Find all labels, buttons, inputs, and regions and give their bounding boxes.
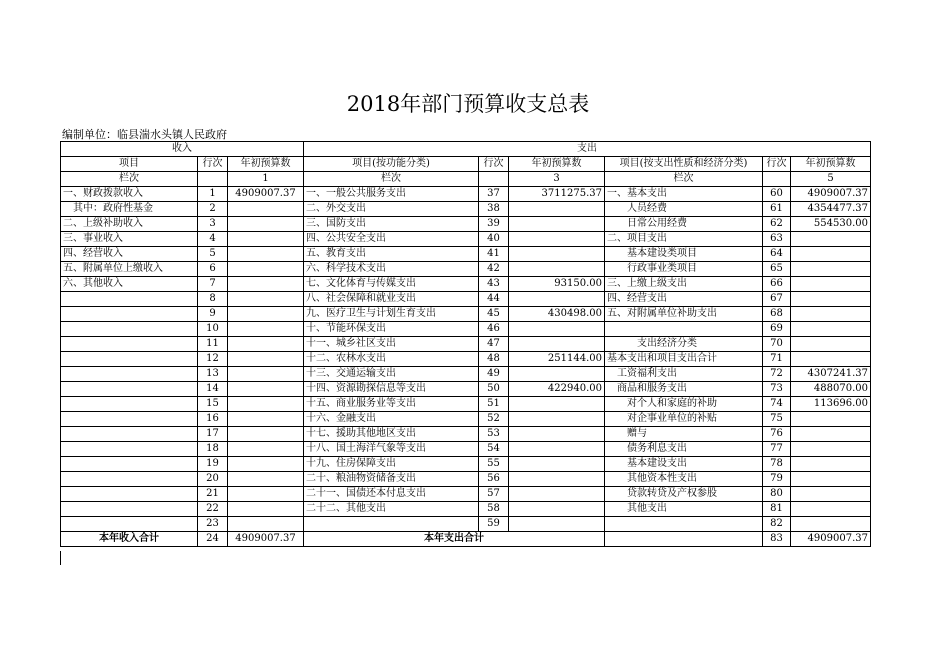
expense-econ-item: 基本支出和项目支出合计 — [605, 352, 763, 367]
expense-func-item: 九、医疗卫生与计划生育支出 — [304, 307, 479, 322]
expense-econ-item: 支出经济分类 — [605, 337, 763, 352]
expense-econ-item: 对企事业单位的补贴 — [605, 412, 763, 427]
income-rownum: 21 — [198, 487, 228, 502]
expense-econ-rownum: 61 — [763, 202, 791, 217]
expense-econ-budget: 4307241.37 — [791, 367, 871, 382]
col-rownum: 行次 — [479, 157, 509, 172]
income-item — [61, 457, 198, 472]
expense-func-item: 十六、金融支出 — [304, 412, 479, 427]
expense-func-rownum: 44 — [479, 292, 509, 307]
income-item: 五、附属单位上缴收入 — [61, 262, 198, 277]
expense-func-rownum: 41 — [479, 247, 509, 262]
table-row — [61, 322, 871, 337]
expense-econ-item — [605, 517, 763, 532]
income-rownum: 15 — [198, 397, 228, 412]
income-budget — [228, 427, 304, 442]
table-row — [61, 217, 871, 232]
col-budget: 年初预算数 — [228, 157, 304, 172]
income-item — [61, 427, 198, 442]
income-rownum: 13 — [198, 367, 228, 382]
income-item: 其中：政府性基金 — [61, 202, 198, 217]
expense-econ-budget — [791, 517, 871, 532]
income-budget — [228, 472, 304, 487]
expense-func-budget: 422940.00 — [509, 382, 605, 397]
expense-header: 支出 — [304, 142, 871, 157]
expense-func-budget — [509, 457, 605, 472]
income-rownum: 18 — [198, 442, 228, 457]
table-row — [61, 202, 871, 217]
expense-econ-rownum: 71 — [763, 352, 791, 367]
table-row — [61, 457, 871, 472]
expense-econ-item: 基本建设类项目 — [605, 247, 763, 262]
expense-func-budget — [509, 262, 605, 277]
expense-func-rownum: 40 — [479, 232, 509, 247]
expense-econ-budget — [791, 487, 871, 502]
income-item — [61, 472, 198, 487]
income-budget: 4909007.37 — [228, 187, 304, 202]
col-rownum: 行次 — [198, 157, 228, 172]
income-budget — [228, 337, 304, 352]
expense-func-item: 五、教育支出 — [304, 247, 479, 262]
expense-econ-item: 工资福利支出 — [605, 367, 763, 382]
expense-func-rownum: 47 — [479, 337, 509, 352]
expense-econ-item: 赠与 — [605, 427, 763, 442]
expense-econ-budget — [791, 322, 871, 337]
income-item — [61, 517, 198, 532]
expense-econ-budget: 4354477.37 — [791, 202, 871, 217]
expense-econ-rownum: 79 — [763, 472, 791, 487]
expense-func-rownum: 53 — [479, 427, 509, 442]
table-row — [61, 187, 871, 202]
expense-econ-budget — [791, 442, 871, 457]
expense-econ-rownum: 80 — [763, 487, 791, 502]
income-item — [61, 337, 198, 352]
income-item: 三、事业收入 — [61, 232, 198, 247]
income-rownum: 17 — [198, 427, 228, 442]
expense-func-budget: 3711275.37 — [509, 187, 605, 202]
table-row — [61, 352, 871, 367]
expense-econ-rownum: 69 — [763, 322, 791, 337]
col-budget: 年初预算数 — [509, 157, 605, 172]
expense-func-item: 十九、住房保障支出 — [304, 457, 479, 472]
income-item — [61, 487, 198, 502]
col-index-3: 3 — [509, 172, 605, 187]
expense-func-item: 十二、农林水支出 — [304, 352, 479, 367]
col-index-5: 5 — [791, 172, 871, 187]
income-rownum: 23 — [198, 517, 228, 532]
expense-econ-rownum: 67 — [763, 292, 791, 307]
expense-func-budget: 93150.00 — [509, 277, 605, 292]
income-item — [61, 307, 198, 322]
expense-econ-budget — [791, 247, 871, 262]
expense-econ-budget — [791, 292, 871, 307]
lanci-label: 栏次 — [61, 172, 198, 187]
income-item — [61, 412, 198, 427]
table-row — [61, 397, 871, 412]
expense-func-budget — [509, 487, 605, 502]
expense-func-budget — [509, 472, 605, 487]
expense-func-item: 十三、交通运输支出 — [304, 367, 479, 382]
income-budget — [228, 367, 304, 382]
col-item-func: 项目(按功能分类) — [304, 157, 479, 172]
expense-econ-rownum: 63 — [763, 232, 791, 247]
expense-func-rownum: 49 — [479, 367, 509, 382]
expense-econ-item: 日常公用经费 — [605, 217, 763, 232]
expense-func-item: 十、节能环保支出 — [304, 322, 479, 337]
expense-func-item: 二十二、其他支出 — [304, 502, 479, 517]
table-row — [61, 472, 871, 487]
income-budget — [228, 247, 304, 262]
income-budget — [228, 307, 304, 322]
expense-econ-budget — [791, 472, 871, 487]
income-rownum: 19 — [198, 457, 228, 472]
expense-func-budget: 251144.00 — [509, 352, 605, 367]
expense-econ-budget — [791, 232, 871, 247]
expense-econ-rownum: 64 — [763, 247, 791, 262]
expense-econ-item: 三、上缴上级支出 — [605, 277, 763, 292]
expense-func-rownum: 42 — [479, 262, 509, 277]
expense-func-item: 四、公共安全支出 — [304, 232, 479, 247]
expense-total-value: 4909007.37 — [791, 532, 871, 547]
expense-econ-budget — [791, 262, 871, 277]
budget-table — [60, 141, 871, 547]
expense-econ-item: 一、基本支出 — [605, 187, 763, 202]
expense-func-item: 七、文化体育与传媒支出 — [304, 277, 479, 292]
income-rownum: 22 — [198, 502, 228, 517]
expense-func-item: 二十、粮油物资储备支出 — [304, 472, 479, 487]
expense-func-item: 十四、资源勘探信息等支出 — [304, 382, 479, 397]
income-item — [61, 367, 198, 382]
income-rownum: 8 — [198, 292, 228, 307]
expense-econ-rownum: 74 — [763, 397, 791, 412]
income-budget — [228, 217, 304, 232]
table-row — [61, 382, 871, 397]
table-row — [61, 442, 871, 457]
income-budget — [228, 457, 304, 472]
expense-econ-item: 债务利息支出 — [605, 442, 763, 457]
income-item: 二、上级补助收入 — [61, 217, 198, 232]
expense-econ-budget — [791, 277, 871, 292]
expense-econ-rownum: 73 — [763, 382, 791, 397]
expense-econ-item: 行政事业类项目 — [605, 262, 763, 277]
expense-econ-budget: 488070.00 — [791, 382, 871, 397]
expense-func-budget — [509, 397, 605, 412]
expense-func-budget — [509, 247, 605, 262]
expense-func-budget — [509, 232, 605, 247]
income-rownum: 5 — [198, 247, 228, 262]
income-item — [61, 442, 198, 457]
expense-func-item: 十五、商业服务业等支出 — [304, 397, 479, 412]
expense-func-rownum: 39 — [479, 217, 509, 232]
expense-func-rownum: 48 — [479, 352, 509, 367]
expense-func-budget — [509, 367, 605, 382]
expense-econ-rownum: 81 — [763, 502, 791, 517]
expense-func-item: 十八、国土海洋气象等支出 — [304, 442, 479, 457]
income-budget — [228, 382, 304, 397]
expense-func-item: 十一、城乡社区支出 — [304, 337, 479, 352]
table-row — [61, 247, 871, 262]
income-budget — [228, 352, 304, 367]
expense-func-rownum: 45 — [479, 307, 509, 322]
expense-func-rownum: 55 — [479, 457, 509, 472]
expense-econ-budget — [791, 337, 871, 352]
expense-func-budget — [509, 412, 605, 427]
table-row — [61, 502, 871, 517]
income-rownum: 9 — [198, 307, 228, 322]
expense-func-budget — [509, 427, 605, 442]
expense-econ-rownum: 77 — [763, 442, 791, 457]
expense-func-rownum: 56 — [479, 472, 509, 487]
income-item — [61, 382, 198, 397]
expense-func-budget — [509, 517, 605, 532]
expense-func-budget — [509, 337, 605, 352]
income-rownum: 20 — [198, 472, 228, 487]
col-rownum: 行次 — [763, 157, 791, 172]
expense-func-budget — [509, 217, 605, 232]
expense-func-budget — [509, 442, 605, 457]
expense-func-item: 一、一般公共服务支出 — [304, 187, 479, 202]
expense-func-budget: 430498.00 — [509, 307, 605, 322]
expense-econ-item: 五、对附属单位补助支出 — [605, 307, 763, 322]
expense-func-budget — [509, 502, 605, 517]
expense-func-item: 八、社会保障和就业支出 — [304, 292, 479, 307]
expense-func-rownum: 38 — [479, 202, 509, 217]
expense-func-budget — [509, 292, 605, 307]
expense-total-row: 83 — [763, 532, 791, 547]
income-budget — [228, 502, 304, 517]
expense-econ-rownum: 76 — [763, 427, 791, 442]
expense-func-rownum: 58 — [479, 502, 509, 517]
income-budget — [228, 487, 304, 502]
income-budget — [228, 517, 304, 532]
expense-econ-budget: 4909007.37 — [791, 187, 871, 202]
expense-econ-rownum: 68 — [763, 307, 791, 322]
expense-econ-item: 商品和服务支出 — [605, 382, 763, 397]
expense-func-rownum: 59 — [479, 517, 509, 532]
table-row — [61, 367, 871, 382]
income-rownum: 1 — [198, 187, 228, 202]
table-row — [61, 517, 871, 532]
table-row — [61, 487, 871, 502]
expense-econ-item: 基本建设支出 — [605, 457, 763, 472]
expense-econ-budget — [791, 307, 871, 322]
table-row — [61, 337, 871, 352]
income-rownum: 10 — [198, 322, 228, 337]
expense-econ-rownum: 82 — [763, 517, 791, 532]
expense-econ-rownum: 78 — [763, 457, 791, 472]
table-edge-line — [60, 551, 61, 565]
income-total-label: 本年收入合计 — [61, 532, 198, 547]
income-budget — [228, 442, 304, 457]
lanci-label: 栏次 — [605, 172, 763, 187]
income-item: 四、经营收入 — [61, 247, 198, 262]
income-rownum: 3 — [198, 217, 228, 232]
expense-econ-rownum: 72 — [763, 367, 791, 382]
expense-econ-item: 人员经费 — [605, 202, 763, 217]
expense-econ-budget: 554530.00 — [791, 217, 871, 232]
expense-func-item: 二、外交支出 — [304, 202, 479, 217]
income-budget — [228, 292, 304, 307]
income-budget — [228, 202, 304, 217]
expense-econ-budget — [791, 412, 871, 427]
expense-func-budget — [509, 322, 605, 337]
expense-func-rownum: 50 — [479, 382, 509, 397]
income-budget — [228, 232, 304, 247]
income-rownum: 14 — [198, 382, 228, 397]
table-row — [61, 262, 871, 277]
income-budget — [228, 397, 304, 412]
expense-econ-item: 其他支出 — [605, 502, 763, 517]
income-rownum: 11 — [198, 337, 228, 352]
income-rownum: 4 — [198, 232, 228, 247]
income-item — [61, 292, 198, 307]
table-row — [61, 292, 871, 307]
income-header: 收入 — [61, 142, 304, 157]
expense-econ-budget — [791, 352, 871, 367]
income-total-row: 24 — [198, 532, 228, 547]
expense-func-item: 六、科学技术支出 — [304, 262, 479, 277]
expense-econ-rownum: 62 — [763, 217, 791, 232]
expense-econ-item — [605, 322, 763, 337]
col-item: 项目 — [61, 157, 198, 172]
expense-econ-item: 对个人和家庭的补助 — [605, 397, 763, 412]
income-item — [61, 322, 198, 337]
income-rownum: 16 — [198, 412, 228, 427]
expense-func-rownum: 37 — [479, 187, 509, 202]
income-rownum: 12 — [198, 352, 228, 367]
table-row — [61, 307, 871, 322]
expense-func-rownum: 51 — [479, 397, 509, 412]
expense-econ-item: 四、经营支出 — [605, 292, 763, 307]
expense-econ-rownum: 60 — [763, 187, 791, 202]
expense-econ-rownum: 70 — [763, 337, 791, 352]
expense-func-rownum: 52 — [479, 412, 509, 427]
page-title: 2018年部门预算收支总表 — [346, 92, 590, 116]
expense-func-rownum: 57 — [479, 487, 509, 502]
table-row — [61, 277, 871, 292]
income-rownum: 2 — [198, 202, 228, 217]
income-item — [61, 502, 198, 517]
col-index-1: 1 — [228, 172, 304, 187]
expense-func-item: 三、国防支出 — [304, 217, 479, 232]
table-row — [61, 412, 871, 427]
compiling-unit: 编制单位：临县湍水头镇人民政府 — [62, 128, 227, 141]
expense-func-rownum: 54 — [479, 442, 509, 457]
income-budget — [228, 262, 304, 277]
income-budget — [228, 277, 304, 292]
expense-econ-rownum: 66 — [763, 277, 791, 292]
expense-econ-budget — [791, 457, 871, 472]
expense-econ-rownum: 65 — [763, 262, 791, 277]
income-item: 一、财政拨款收入 — [61, 187, 198, 202]
income-total-value: 4909007.37 — [228, 532, 304, 547]
expense-func-item — [304, 517, 479, 532]
expense-econ-budget — [791, 427, 871, 442]
income-budget — [228, 412, 304, 427]
income-budget — [228, 322, 304, 337]
income-item — [61, 352, 198, 367]
expense-econ-rownum: 75 — [763, 412, 791, 427]
lanci-label: 栏次 — [304, 172, 479, 187]
expense-econ-item: 其他资本性支出 — [605, 472, 763, 487]
income-rownum: 7 — [198, 277, 228, 292]
expense-func-item: 二十一、国债还本付息支出 — [304, 487, 479, 502]
expense-func-budget — [509, 202, 605, 217]
expense-econ-item: 二、项目支出 — [605, 232, 763, 247]
expense-total-label: 本年支出合计 — [304, 532, 605, 547]
expense-econ-budget: 113696.00 — [791, 397, 871, 412]
expense-econ-item: 贷款转贷及产权参股 — [605, 487, 763, 502]
expense-econ-budget — [791, 502, 871, 517]
expense-func-rownum: 46 — [479, 322, 509, 337]
income-item — [61, 397, 198, 412]
total-row — [61, 532, 871, 547]
income-item: 六、其他收入 — [61, 277, 198, 292]
expense-func-item: 十七、援助其他地区支出 — [304, 427, 479, 442]
col-item-econ: 项目(按支出性质和经济分类) — [605, 157, 763, 172]
income-rownum: 6 — [198, 262, 228, 277]
table-row — [61, 232, 871, 247]
table-row — [61, 427, 871, 442]
expense-func-rownum: 43 — [479, 277, 509, 292]
col-budget: 年初预算数 — [791, 157, 871, 172]
